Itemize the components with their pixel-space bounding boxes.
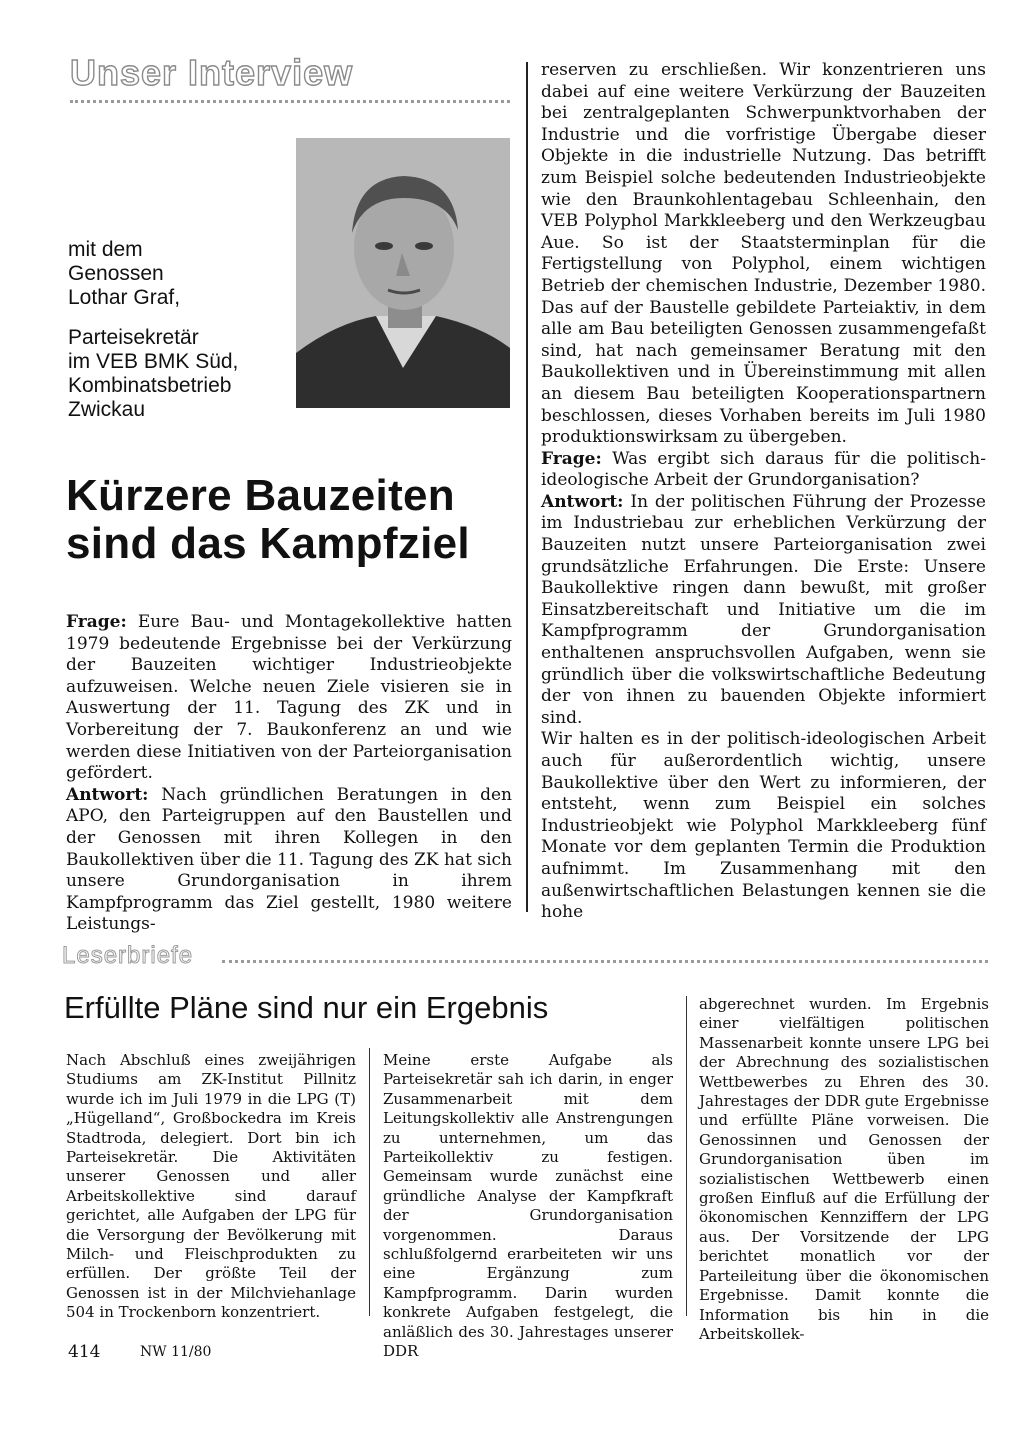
answer-continuation: reserven zu erschließen. Wir konzentrieren uns dabei auf eine weitere Verkürzung der Bauzeiten bei zentralgeplanten Schwerpunktvorhaben der Industrie und die vorfristige Übergabe dieser Objekte in die industrielle Nutzung. Das betrifft zum Beispiel solche bedeutenden Industrieobjekte wie den Braunkohlentagebau Schleenhain, den VEB Polyphol Markkleeberg und den Werkzeugbau Aue. So ist der Staatsterminplan für die Fertigstellung von Polyphol, einem wichtigen Betrieb der chemischen Industrie, Dezember 1980. Das auf der Baustelle gebildete Parteiaktiv, in dem alle am Bau beteiligten Genossen zusammengefaßt sind, hat nach gemeinsamer Beratung mit den Baukollektiven und in Übereinstimmung mit allen an diesem Bau beteiligten Kooperationspartnern beschlossen, dieses Vorhaben bereits im Juli 1980 produktionswirksam zu übergeben.: [541, 60, 986, 448]
letter-column-1: [66, 1051, 356, 1323]
page-number: 414: [68, 1342, 101, 1362]
portrait-photo: [296, 138, 510, 408]
section-kicker-letters: Leserbriefe: [62, 942, 194, 969]
answer-1: [66, 785, 512, 936]
issue-label: NW 11/80: [140, 1344, 212, 1360]
intro-role-line: Parteisekretär: [68, 326, 199, 349]
intro-line: mit dem: [68, 238, 143, 261]
answer-text: Nach gründlichen Beratungen in den APO, den Parteigruppen auf den Baustellen und der Genossen mit ihren Kollegen in den Baukollektiven über die 11. Tagung des ZK hat sich unsere Grundorganisation in ihrem Kampfprogramm das Ziel gestellt, 1980 weitere Leistungs-: [66, 784, 512, 935]
question-1: [66, 612, 512, 785]
question-label: Frage:: [66, 612, 127, 632]
letter-paragraph: abgerechnet wurden. Im Ergebnis einer vielfältigen politischen Massenarbeit konnte unsere LPG bei der Abrechnung des sozialistischen Wettbewerbes zu Ehren des 30. Jahrestages der DDR gute Ergebnisse und erfüllte Pläne vorweisen. Die Genossinnen und Genossen der Grundorganisation üben im sozialistischen Wettbewerb einen großen Einfluß auf die Erfüllung der ökonomischen Kennziffern der LPG aus. Der Vorsitzende der LPG berichtet monatlich vor der Parteileitung über die ökonomischen Ergebnisse. Damit konnte die Information bis hin in die Arbeitskollek-: [699, 995, 989, 1343]
letter-column-2: [383, 1051, 673, 1362]
letters-dotted-rule: [222, 960, 988, 963]
interviewee-name: Lothar Graf,: [68, 286, 181, 309]
portrait-illustration: [296, 138, 510, 408]
interview-intro: [68, 238, 238, 422]
headline-line-1: Kürzere Bauzeiten: [66, 471, 455, 520]
question-label: Frage:: [541, 448, 602, 469]
intro-role-line: Zwickau: [68, 398, 146, 421]
intro-line: Genossen: [68, 262, 164, 285]
letter-column-3: [699, 995, 989, 1344]
question-text: Was ergibt sich daraus für die politisch-ideologische Arbeit der Grundorganisation?: [541, 448, 986, 491]
answer-2: [541, 492, 986, 730]
headline-line-2: sind das Kampfziel: [66, 519, 470, 568]
column-rule: [369, 1048, 370, 1316]
interview-left-column: [66, 612, 512, 936]
answer-label: Antwort:: [541, 491, 624, 512]
question-2: [541, 449, 986, 492]
section-kicker-interview: Unser Interview: [70, 52, 354, 93]
answer-text: In der politischen Führung der Prozesse im Industriebau zur erheblichen Verkürzung der Bauzeiten nutzt unsere Parteiorganisation zwei grundsätzliche Erfahrungen. Die Erste: Unsere Baukollektive ringen dann bewußt, mit großer Einsatzbereitschaft und Initiative um die im Kampfprogramm der Grundorganisation enthaltenen anspruchsvollen Aufgaben, wenn sie gründlich über die volkswirtschaftliche Bedeutung der von ihnen zu bauenden Objekte informiert sind.: [541, 491, 986, 728]
answer-paragraph: Wir halten es in der politisch-ideologischen Arbeit auch für außerordentlich wichtig, unsere Baukollektive über den Wert zu informieren, der entsteht, wenn zum Beispiel ein solches Industrieobjekt wie Polyphol Markkleeberg fünf Monate vor dem geplanten Termin die Produktion aufnimmt. Im Zusammenhang mit den außenwirtschaftlichen Belastungen kennen sie die hohe: [541, 729, 986, 923]
column-rule: [686, 996, 687, 1316]
column-rule: [526, 62, 528, 912]
question-text: Eure Bau- und Montagekollektive hatten 1979 bedeutende Ergebnisse bei der Verkürzung der Bauzeiten wichtiger Industrieobjekte aufzuweisen. Welche neuen Ziele visieren sie in Auswertung der 11. Tagung des ZK und in Vorbereitung der 7. Baukonferenz an und wie werden diese Initiativen von der Parteiorganisation gefördert.: [66, 612, 512, 784]
letter-paragraph: Meine erste Aufgabe als Parteisekretär sah ich darin, in enger Zusammenarbeit mit dem Leitungskollektiv alle Anstrengungen zu unternehmen, um das Parteikollektiv zu festigen. Gemeinsam wurde zunächst eine gründliche Analyse der Kampfkraft der Grundorganisation vorgenommen. Daraus schlußfolgernd erarbeiteten wir uns eine Ergänzung zum Kampfprogramm. Darin wurden konkrete Aufgaben festgelegt, die anläßlich des 30. Jahrestages unserer DDR: [383, 1051, 673, 1361]
interview-right-column: [541, 60, 986, 924]
answer-label: Antwort:: [66, 784, 149, 805]
article-headline: [66, 472, 470, 568]
kicker-dotted-rule: [70, 100, 510, 103]
intro-role-line: Kombinatsbetrieb: [68, 374, 232, 397]
letters-headline: Erfüllte Pläne sind nur ein Ergebnis: [64, 990, 549, 1025]
letter-paragraph: Nach Abschluß eines zweijährigen Studiums am ZK-Institut Pillnitz wurde ich im Juli 1979 in die LPG (T) „Hügelland“, Großbockedra im Kreis Stadtroda, delegiert. Dort bin ich Parteisekretär. Die Aktivitäten unserer Genossen und aller Arbeitskollektive sind darauf gerichtet, alle Aufgaben der LPG für die Versorgung der Bevölkerung mit Milch- und Fleischprodukten zu erfüllen. Der größte Teil der Genossen ist in der Milchviehanlage 504 in Trockenborn konzentriert.: [66, 1051, 356, 1322]
intro-role-line: im VEB BMK Süd,: [68, 350, 239, 373]
